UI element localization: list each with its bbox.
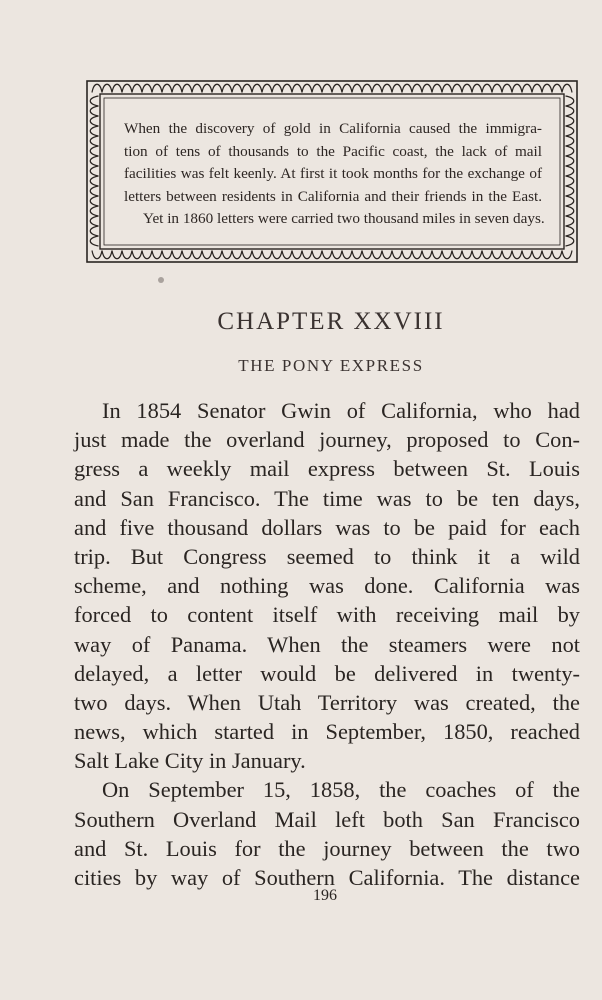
body-line: gress a weekly mail express between St. Louis [74, 456, 580, 482]
chapter-summary [124, 118, 545, 231]
ink-smudge [158, 277, 164, 283]
ornament-wave [92, 84, 572, 92]
body-line: Southern Overland Mail left both San Francisco [74, 806, 580, 832]
body-line: and St. Louis for the journey between the two [74, 835, 580, 861]
page-number: 196 [313, 887, 337, 904]
body-line: way of Panama. When the steamers were not [74, 631, 580, 657]
ornament-wave [92, 251, 572, 259]
body-line: cities by way of Southern California. The distance [74, 865, 580, 890]
body-line: and five thousand dollars was to be paid for each [74, 514, 580, 540]
body-line: just made the overland journey, proposed to Con- [74, 427, 580, 453]
summary-line: When the discovery of gold in California caused the immigra- [124, 120, 542, 137]
body-line: scheme, and nothing was done. California was [74, 573, 580, 599]
body-line: two days. When Utah Territory was created, the [74, 689, 580, 715]
body-line: Salt Lake City in January. [74, 748, 306, 774]
summary-line: letters between residents in California and their friends in the East. [124, 187, 542, 205]
body-line: In 1854 Senator Gwin of California, who had [102, 398, 580, 423]
summary-line: Yet in 1860 letters were carried two thousand miles in seven days. [143, 210, 545, 227]
ornament-wave [90, 96, 98, 246]
ornament-wave [566, 96, 574, 246]
body-line: trip. But Congress seemed to think it a wild [74, 543, 580, 569]
body-line: and San Francisco. The time was to be ten days, [74, 485, 580, 511]
chapter-subtitle: THE PONY EXPRESS [238, 356, 424, 375]
body-line: On September 15, 1858, the coaches of the [102, 777, 580, 803]
summary-line: tion of tens of thousands to the Pacific coast, the lack of mail [124, 142, 542, 160]
chapter-title: CHAPTER XXVIII [217, 308, 445, 335]
body-line: delayed, a letter would be delivered in twenty- [74, 660, 580, 686]
body-line: forced to content itself with receiving mail by [74, 602, 580, 628]
body-line: news, which started in September, 1850, reached [74, 719, 580, 745]
body-text [74, 396, 580, 892]
summary-line: facilities was felt keenly. At first it took months for the exchange of [124, 165, 542, 182]
